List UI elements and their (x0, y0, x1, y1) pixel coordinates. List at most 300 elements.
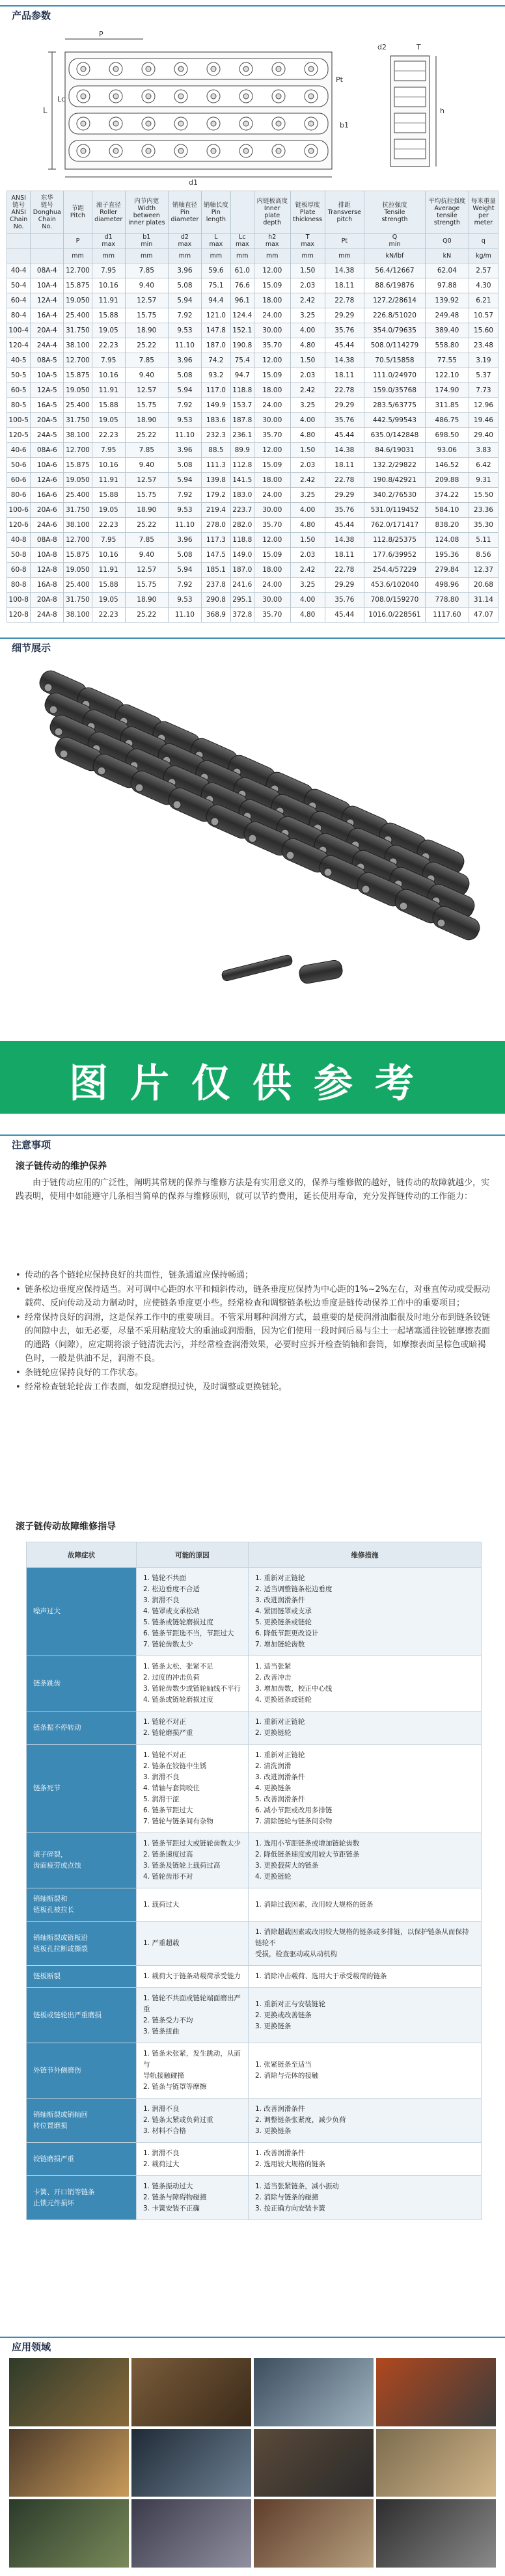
spec-cell: 22.23 (92, 338, 125, 353)
note-item: • 传动的各个链轮应保持良好的共面性，链条通道应保持畅通； (16, 1270, 254, 1280)
spec-cell: 12A-5 (31, 383, 64, 398)
spec-cell: 10.16 (92, 278, 125, 293)
spec-cell: 147.8 (201, 323, 230, 338)
trouble-row (27, 1922, 482, 1966)
label-Pt: Pt (336, 75, 343, 84)
watermark-text: 图片仅供参考 (69, 1061, 436, 1107)
label-d2: d2 (377, 43, 387, 51)
spec-cell: 18.90 (125, 323, 168, 338)
spec-cell: 62.04 (425, 263, 469, 278)
spec-cell: 708.0/159270 (364, 593, 426, 608)
spec-cell: 838.20 (425, 518, 469, 533)
spec-cell: 11.10 (168, 518, 201, 533)
spec-cell: 29.29 (325, 308, 364, 323)
spec-cell: 12A-4 (31, 293, 64, 308)
spec-cell: 10.16 (92, 458, 125, 473)
spec-cell: 7.95 (92, 353, 125, 368)
spec-cell: 94.4 (201, 293, 230, 308)
spec-header-cell: mm (168, 248, 201, 263)
spec-cell: 100-4 (7, 323, 31, 338)
spec-cell: 80-8 (7, 578, 31, 593)
application-photo (254, 2358, 374, 2426)
spec-cell: 111.0/24970 (364, 368, 426, 383)
trouble-symptom: 链条死节 (27, 1745, 137, 1833)
spec-cell: 190.8/42921 (364, 473, 426, 488)
spec-cell: 15.50 (469, 488, 498, 503)
trouble-fixes (248, 1745, 481, 1833)
spec-cell: 146.52 (425, 458, 469, 473)
spec-cell: 7.95 (92, 263, 125, 278)
spec-cell: 10A-5 (31, 368, 64, 383)
spec-cell: 11.10 (168, 428, 201, 443)
fix-line: 2. 消除与链条的碰撞 (254, 2194, 319, 2201)
spec-cell: 45.44 (325, 428, 364, 443)
trouble-fixes (248, 2043, 481, 2099)
spec-cell: 4.00 (290, 413, 325, 428)
spec-cell: 112.8/25375 (364, 533, 426, 548)
spec-cell: 368.9 (201, 608, 230, 623)
application-photo (376, 2429, 496, 2497)
spec-cell: 24.00 (254, 308, 290, 323)
trouble-causes (137, 2043, 249, 2099)
spec-cell: 93.2 (201, 368, 230, 383)
spec-cell: 19.05 (92, 503, 125, 518)
spec-cell: 9.53 (168, 323, 201, 338)
fix-line: 3. 改进润滑条件 (254, 1773, 305, 1781)
spec-cell: 16A-5 (31, 398, 64, 413)
section-header-specs (0, 5, 505, 22)
spec-header-cell: h2 max (254, 234, 290, 248)
spec-cell: 31.750 (64, 323, 92, 338)
spec-cell: 12A-6 (31, 473, 64, 488)
spec-cell: 3.25 (290, 578, 325, 593)
fix-line: 4. 紧固链罩或支承 (254, 1607, 312, 1615)
spec-cell: 60-6 (7, 473, 31, 488)
spec-cell: 374.22 (425, 488, 469, 503)
spec-cell: 75.4 (230, 353, 254, 368)
spec-cell: 38.100 (64, 338, 92, 353)
spec-cell: 08A-6 (31, 443, 64, 458)
fix-line: 4. 更换链轮 (254, 1873, 292, 1881)
spec-header-cell: mm (230, 248, 254, 263)
spec-header-cell: q (469, 234, 498, 248)
spec-cell: 31.750 (64, 593, 92, 608)
trouble-causes (137, 1656, 249, 1711)
spec-row (7, 308, 498, 323)
chain-technical-drawing (26, 30, 482, 186)
spec-cell: 18.00 (254, 473, 290, 488)
spec-cell: 50-5 (7, 368, 31, 383)
spec-cell: 23.36 (469, 503, 498, 518)
spec-cell: 120-4 (7, 338, 31, 353)
spec-header-row (7, 248, 498, 263)
spec-cell: 237.8 (201, 578, 230, 593)
spec-cell: 10.57 (469, 308, 498, 323)
spec-cell: 10A-6 (31, 458, 64, 473)
spec-cell: 19.05 (92, 413, 125, 428)
spec-cell: 25.22 (125, 338, 168, 353)
spec-header-cell: 内链板高度 Inner plate depth (254, 191, 290, 234)
spec-header-cell: mm (290, 248, 325, 263)
fix-line: 1. 张紧链条至适当 (254, 2061, 312, 2069)
spec-cell: 25.400 (64, 578, 92, 593)
spec-cell: 76.6 (230, 278, 254, 293)
trouble-symptom: 噪声过大 (27, 1568, 137, 1656)
cause-line: 5. 链条或链轮磨损过度 (143, 1618, 213, 1626)
trouble-fixes (248, 1888, 481, 1922)
spec-cell: 70.5/15858 (364, 353, 426, 368)
fix-line: 1. 重新对正链轮 (254, 1574, 305, 1582)
trouble-symptom: 销轴断裂或链板沿 链板孔拉断或撕裂 (27, 1922, 137, 1966)
spec-header-cell: 每米重量 Weight per meter (469, 191, 498, 234)
spec-header-cell: kN/lbf (364, 248, 426, 263)
trouble-fixes (248, 1833, 481, 1888)
spec-row (7, 323, 498, 338)
trouble-causes (137, 1922, 249, 1966)
spec-header-cell: Lc max (230, 234, 254, 248)
spec-cell: 3.96 (168, 263, 201, 278)
spec-cell: 15.88 (92, 398, 125, 413)
spec-cell: 18.00 (254, 563, 290, 578)
label-Lc: Lc (57, 95, 66, 103)
cause-line: 3. 材料不合格 (143, 2127, 186, 2135)
trouble-symptom: 销轴断裂和 链板孔被拉长 (27, 1888, 137, 1922)
spec-header-cell (31, 248, 64, 263)
spec-cell: 1016.0/228561 (364, 608, 426, 623)
spec-cell: 24A-5 (31, 428, 64, 443)
spec-cell: 4.30 (469, 278, 498, 293)
fix-line: 3. 增加齿数，校正中心线 (254, 1685, 333, 1693)
spec-table (7, 191, 498, 623)
spec-cell: 93.06 (425, 443, 469, 458)
spec-cell: 22.78 (325, 473, 364, 488)
application-photo (376, 2358, 496, 2426)
spec-cell: 190.8 (230, 338, 254, 353)
spec-cell: 15.60 (469, 323, 498, 338)
cause-line: 4. 销轴与套筒咬住 (143, 1784, 200, 1792)
spec-cell: 60-4 (7, 293, 31, 308)
spec-cell: 14.38 (325, 533, 364, 548)
spec-cell: 153.7 (230, 398, 254, 413)
spec-cell: 35.76 (325, 593, 364, 608)
spec-header-cell (230, 191, 254, 234)
spec-cell: 124.4 (230, 308, 254, 323)
spec-cell: 635.0/142848 (364, 428, 426, 443)
spec-cell: 29.29 (325, 398, 364, 413)
spec-cell: 183.6 (201, 413, 230, 428)
spec-cell: 15.875 (64, 548, 92, 563)
spec-cell: 152.1 (230, 323, 254, 338)
spec-cell: 15.09 (254, 458, 290, 473)
spec-cell: 45.44 (325, 338, 364, 353)
spec-cell: 4.80 (290, 518, 325, 533)
label-L: L (43, 106, 48, 115)
spec-cell: 12.00 (254, 353, 290, 368)
spec-cell: 12A-8 (31, 563, 64, 578)
spec-header-cell: T max (290, 234, 325, 248)
spec-cell: 2.42 (290, 473, 325, 488)
spec-cell: 10.16 (92, 548, 125, 563)
cause-line: 3. 链轮齿数少或链轮轴线不平行 (143, 1685, 241, 1693)
spec-row (7, 563, 498, 578)
spec-cell: 15.875 (64, 368, 92, 383)
label-P: P (99, 30, 103, 38)
spec-cell: 20A-4 (31, 323, 64, 338)
spec-cell: 18.11 (325, 278, 364, 293)
cause-line: 1. 严重超载 (143, 1939, 180, 1947)
spec-cell: 35.70 (254, 518, 290, 533)
spec-cell: 762.0/171417 (364, 518, 426, 533)
fix-line: 6. 降低节距更改设计 (254, 1630, 319, 1637)
spec-row (7, 518, 498, 533)
troubleshooting-table (26, 1542, 482, 2220)
fix-line: 3. 更换链条 (254, 2022, 292, 2030)
section-header-apps (0, 2337, 505, 2354)
trouble-row (27, 1568, 482, 1656)
spec-header-cell: 排距 Transverse pitch (325, 191, 364, 234)
spec-cell: 5.94 (168, 473, 201, 488)
spec-header-cell: mm (201, 248, 230, 263)
trouble-fixes (248, 1711, 481, 1745)
spec-cell: 5.08 (168, 368, 201, 383)
spec-cell: 3.96 (168, 443, 201, 458)
spec-cell: 3.25 (290, 308, 325, 323)
spec-cell: 354.0/79635 (364, 323, 426, 338)
spec-cell: 187.8 (230, 413, 254, 428)
spec-cell: 29.29 (325, 578, 364, 593)
spec-cell: 5.11 (469, 533, 498, 548)
spec-cell: 279.84 (425, 563, 469, 578)
spec-cell: 16A-4 (31, 308, 64, 323)
spec-cell: 11.10 (168, 338, 201, 353)
spec-cell: 122.10 (425, 368, 469, 383)
spec-cell: 15.09 (254, 368, 290, 383)
spec-cell: 15.88 (92, 488, 125, 503)
spec-cell: 18.90 (125, 413, 168, 428)
spec-cell: 3.96 (168, 533, 201, 548)
trouble-symptom: 滚子碎裂， 齿面疲劳或点蚀 (27, 1833, 137, 1888)
fix-line: 1. 消除超载因素或改用较大规格的链条或多排链，以保护链条从而保持链轮不 (254, 1928, 469, 1947)
spec-cell: 11.91 (92, 473, 125, 488)
trouble-header-fix: 维修措施 (248, 1542, 481, 1568)
trouble-causes (137, 2143, 249, 2176)
spec-cell: 5.94 (168, 563, 201, 578)
spec-cell: 486.75 (425, 413, 469, 428)
cause-line: 6. 链条节距过大 (143, 1806, 193, 1814)
spec-cell: 7.85 (125, 353, 168, 368)
spec-cell: 118.8 (230, 533, 254, 548)
spec-cell: 12.37 (469, 563, 498, 578)
spec-header-cell: mm (254, 248, 290, 263)
spec-cell: 2.03 (290, 458, 325, 473)
spec-cell: 249.48 (425, 308, 469, 323)
spec-cell: 25.400 (64, 398, 92, 413)
trouble-symptom: 销轴断裂或销轴回 转位置磨损 (27, 2099, 137, 2143)
fix-line: 4. 更换链条或链轮 (254, 1696, 312, 1704)
spec-cell: 18.90 (125, 593, 168, 608)
spec-cell: 29.29 (325, 488, 364, 503)
cause-line: 1. 润滑不良 (143, 2105, 180, 2113)
fix-line: 1. 消除过载因素，改用较大规格的链条 (254, 1900, 374, 1909)
spec-cell: 61.0 (230, 263, 254, 278)
spec-cell: 40-8 (7, 533, 31, 548)
label-b1: b1 (340, 121, 349, 129)
spec-cell: 89.9 (230, 443, 254, 458)
spec-cell: 372.8 (230, 608, 254, 623)
spec-row (7, 353, 498, 368)
spec-cell: 195.36 (425, 548, 469, 563)
cause-line: 1. 链轮不对正 (143, 1718, 186, 1726)
spec-cell: 2.42 (290, 293, 325, 308)
spec-cell: 97.88 (425, 278, 469, 293)
spec-cell: 59.6 (201, 263, 230, 278)
spec-cell: 45.44 (325, 608, 364, 623)
spec-cell: 7.85 (125, 443, 168, 458)
spec-cell: 14.38 (325, 263, 364, 278)
spec-cell: 40-6 (7, 443, 31, 458)
cause-line: 2. 链条太紧或负荷过重 (143, 2116, 213, 2124)
spec-cell: 15.09 (254, 278, 290, 293)
spec-cell: 120-8 (7, 608, 31, 623)
spec-cell: 149.9 (201, 398, 230, 413)
spec-cell: 08A-5 (31, 353, 64, 368)
spec-cell: 9.40 (125, 368, 168, 383)
spec-cell: 22.78 (325, 563, 364, 578)
spec-cell: 38.100 (64, 428, 92, 443)
application-photo-grid (9, 2358, 496, 2568)
section-header-notes (0, 1134, 505, 1151)
spec-cell: 19.05 (92, 593, 125, 608)
spec-cell: 88.5 (201, 443, 230, 458)
fix-line: 6. 减小节距或改用多排链 (254, 1806, 333, 1814)
spec-cell: 453.6/102040 (364, 578, 426, 593)
spec-cell: 31.14 (469, 593, 498, 608)
spec-header-cell: Pt (325, 234, 364, 248)
spec-header-cell: b1 min (125, 234, 168, 248)
fix-line: 2. 调整链条张紧度，减少负荷 (254, 2116, 346, 2124)
spec-cell: 10.16 (92, 368, 125, 383)
spec-header-cell: 内节内宽 Width between inner plates (125, 191, 168, 234)
spec-cell: 14.38 (325, 443, 364, 458)
spec-cell: 9.53 (168, 593, 201, 608)
trouble-fixes (248, 2099, 481, 2143)
spec-header-cell: 链板厚度 Plate thickness (290, 191, 325, 234)
spec-cell: 283.5/63775 (364, 398, 426, 413)
spec-cell: 282.0 (230, 518, 254, 533)
trouble-row (27, 1711, 482, 1745)
cause-line: 1. 链轮不共面 (143, 1574, 186, 1582)
fix-line: 1. 重新对正与安装链轮 (254, 2000, 325, 2008)
trouble-causes (137, 1888, 249, 1922)
cause-line: 1. 链条太松、张紧不足 (143, 1663, 213, 1670)
fix-line: 1. 改善润滑条件 (254, 2105, 305, 2113)
note-item: • 条链轮应保持良好的工作状态。 (16, 1368, 144, 1378)
spec-cell: 778.80 (425, 593, 469, 608)
fix-line: 1. 适当张紧链条，减小振动 (254, 2182, 339, 2190)
spec-cell: 18.00 (254, 293, 290, 308)
cause-line: 2. 链条与链罩等摩擦 (143, 2083, 207, 2091)
spec-cell: 241.6 (230, 578, 254, 593)
label-h: h (440, 107, 444, 115)
spec-cell: 10A-8 (31, 548, 64, 563)
cause-line: 2. 链条与障碍物碰撞 (143, 2194, 207, 2201)
cause-line: 4. 链罩或支承松动 (143, 1607, 200, 1615)
spec-cell: 35.70 (254, 338, 290, 353)
spec-cell: 223.7 (230, 503, 254, 518)
spec-cell: 19.050 (64, 563, 92, 578)
spec-row (7, 593, 498, 608)
spec-cell: 254.4/57229 (364, 563, 426, 578)
spec-cell: 08A-8 (31, 533, 64, 548)
spec-cell: 16A-6 (31, 488, 64, 503)
fix-line: 3. 更换载荷大的链条 (254, 1862, 319, 1870)
spec-cell: 9.40 (125, 278, 168, 293)
spec-cell: 4.00 (290, 503, 325, 518)
trouble-causes (137, 1711, 249, 1745)
spec-row (7, 263, 498, 278)
trouble-causes (137, 2176, 249, 2220)
spec-row (7, 383, 498, 398)
spec-cell: 120-5 (7, 428, 31, 443)
spec-cell: 2.42 (290, 563, 325, 578)
spec-cell: 80-4 (7, 308, 31, 323)
spec-cell: 19.050 (64, 383, 92, 398)
spec-header-cell: Q0 (425, 234, 469, 248)
spec-cell: 1.50 (290, 263, 325, 278)
spec-cell: 8.56 (469, 548, 498, 563)
spec-cell: 1117.60 (425, 608, 469, 623)
spec-cell: 132.2/29822 (364, 458, 426, 473)
spec-cell: 117.0 (201, 383, 230, 398)
cause-line: 7. 链轮与链条间有杂物 (143, 1818, 213, 1825)
spec-cell: 16A-8 (31, 578, 64, 593)
cause-line: 1. 载荷大于链条动载荷承受能力 (143, 1972, 241, 1980)
spec-cell: 22.78 (325, 383, 364, 398)
spec-cell: 40-4 (7, 263, 31, 278)
spec-cell: 75.1 (201, 278, 230, 293)
spec-cell: 278.0 (201, 518, 230, 533)
chain-detail-photo (26, 657, 482, 1021)
spec-cell: 35.30 (469, 518, 498, 533)
spec-cell: 80-6 (7, 488, 31, 503)
trouble-row (27, 1745, 482, 1833)
maintenance-intro: 由于链传动应用的广泛性，阐明其常规的保养与维修方法是有实用意义的，保养与维修做的越好，链传动的故障就越少，实践表明，使用中如能遵守几条相当简单的保养与维修原则，就可以节约费用，延长使用寿命，充分发挥链传动的工作能力： (16, 1178, 490, 1201)
spec-cell: 60-5 (7, 383, 31, 398)
spec-cell: 185.1 (201, 563, 230, 578)
spec-cell: 2.42 (290, 383, 325, 398)
spec-cell: 25.400 (64, 488, 92, 503)
spec-cell: 3.96 (168, 353, 201, 368)
spec-cell: 1.50 (290, 533, 325, 548)
label-d1: d1 (189, 178, 198, 186)
spec-cell: 698.50 (425, 428, 469, 443)
spec-cell: 139.92 (425, 293, 469, 308)
spec-cell: 531.0/119452 (364, 503, 426, 518)
section-divider (0, 2337, 505, 2338)
spec-cell: 7.92 (168, 398, 201, 413)
fix-line: 2. 更换或改善链条 (254, 2011, 312, 2019)
spec-cell: 6.42 (469, 458, 498, 473)
section-title-apps: 应用领域 (12, 2341, 51, 2353)
fix-line: 1. 适当张紧 (254, 1663, 292, 1670)
spec-cell: 12.57 (125, 563, 168, 578)
cause-line: 2. 链轮磨损严重 (143, 1729, 193, 1737)
cause-line: 2. 链条在铰链中生锈 (143, 1762, 207, 1770)
trouble-header-symptom: 故障症状 (27, 1542, 137, 1568)
spec-header-cell: mm (125, 248, 168, 263)
spec-cell: 4.00 (290, 323, 325, 338)
spec-cell: 11.91 (92, 563, 125, 578)
